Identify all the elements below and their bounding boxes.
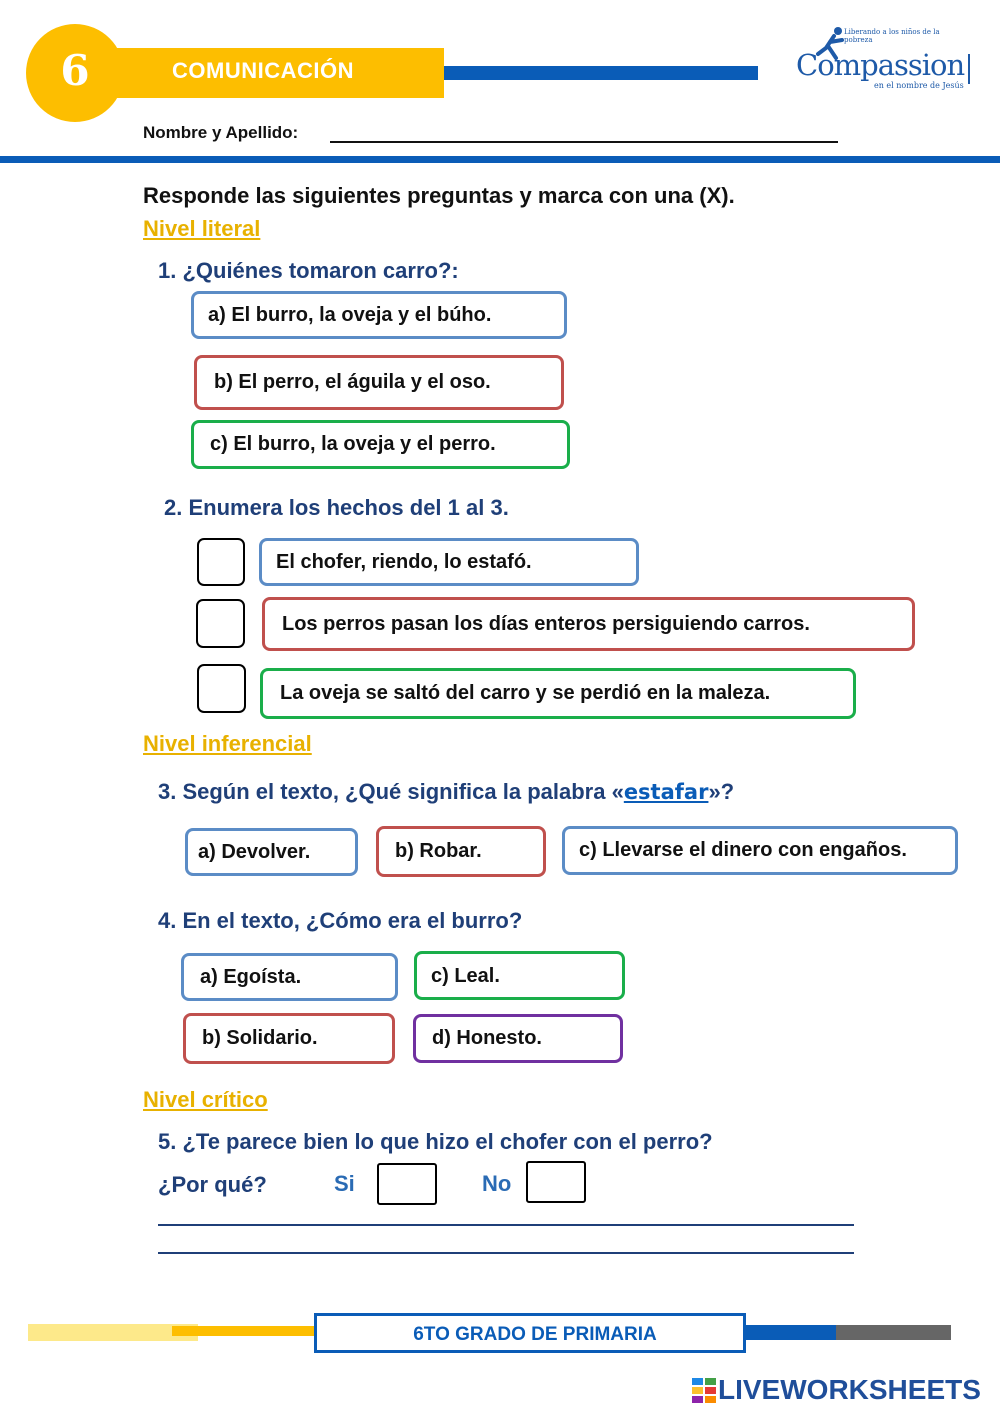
- unit-number: 6: [60, 46, 90, 95]
- answer-line-2[interactable]: [158, 1252, 854, 1254]
- footer-bar-gray: [836, 1325, 951, 1340]
- q3-keyword: estafar: [623, 780, 709, 804]
- header-divider: [0, 156, 1000, 163]
- level-inferencial: Nivel inferencial: [143, 731, 312, 756]
- q5-yes-label: Si: [334, 1171, 355, 1196]
- q1-option-c[interactable]: c) El burro, la oveja y el perro.: [191, 420, 570, 469]
- liveworksheets-icon: [692, 1378, 716, 1404]
- question-3: [158, 779, 734, 805]
- question-2: 2. Enumera los hechos del 1 al 3.: [164, 495, 509, 520]
- name-label: Nombre y Apellido:: [143, 123, 299, 142]
- instructions: Responde las siguientes preguntas y marca con una (X).: [143, 183, 735, 208]
- logo-tagline-top: Liberando a los niños de la pobreza: [844, 28, 940, 44]
- q5-no-label: No: [482, 1171, 512, 1196]
- level-critico: Nivel crítico: [143, 1087, 268, 1112]
- q4-option-c[interactable]: c) Leal.: [414, 951, 625, 1000]
- q4-option-a[interactable]: a) Egoísta.: [181, 953, 398, 1001]
- subject-title: COMUNICACIÓN: [172, 58, 354, 83]
- q2-event-2: Los perros pasan los días enteros persiguiendo carros.: [262, 597, 915, 651]
- q2-event-1: El chofer, riendo, lo estafó.: [259, 538, 639, 586]
- q2-order-box-1[interactable]: [197, 538, 245, 586]
- q5-no-box[interactable]: [526, 1161, 586, 1203]
- logo-text: Compassion: [796, 48, 965, 82]
- q3-option-c[interactable]: c) Llevarse el dinero con engaños.: [562, 826, 958, 875]
- q1-option-a[interactable]: a) El burro, la oveja y el búho.: [191, 291, 567, 339]
- compassion-logo: [796, 26, 986, 92]
- logo-tagline-bottom: en el nombre de Jesús: [874, 81, 964, 90]
- liveworksheets-text: LIVEWORKSHEETS: [718, 1374, 981, 1405]
- footer-grade-text: 6TO GRADO DE PRIMARIA: [413, 1324, 657, 1345]
- q2-order-box-2[interactable]: [196, 599, 245, 648]
- question-5: 5. ¿Te parece bien lo que hizo el chofer con el perro?: [158, 1129, 713, 1154]
- q2-order-box-3[interactable]: [197, 664, 246, 713]
- q4-option-b[interactable]: b) Solidario.: [183, 1013, 395, 1064]
- name-input-line[interactable]: [330, 141, 838, 143]
- question-1: 1. ¿Quiénes tomaron carro?:: [158, 258, 459, 283]
- q2-event-3: La oveja se saltó del carro y se perdió en la maleza.: [260, 668, 856, 719]
- header-blue-bar: [440, 66, 758, 80]
- q1-option-b[interactable]: b) El perro, el águila y el oso.: [194, 355, 564, 410]
- q3-text-suffix: »?: [708, 779, 735, 804]
- q3-option-b[interactable]: b) Robar.: [376, 826, 546, 877]
- footer-bar-gold: [172, 1326, 322, 1336]
- logo-divider: [968, 54, 970, 84]
- q3-text-prefix: 3. Según el texto, ¿Qué significa la palabra «: [158, 779, 624, 804]
- q5-why-label: ¿Por qué?: [158, 1172, 267, 1197]
- q5-yes-box[interactable]: [377, 1163, 437, 1205]
- level-literal: Nivel literal: [143, 216, 261, 241]
- q3-option-a[interactable]: a) Devolver.: [185, 828, 358, 876]
- answer-line-1[interactable]: [158, 1224, 854, 1226]
- question-4: 4. En el texto, ¿Cómo era el burro?: [158, 908, 523, 933]
- q4-option-d[interactable]: d) Honesto.: [413, 1014, 623, 1063]
